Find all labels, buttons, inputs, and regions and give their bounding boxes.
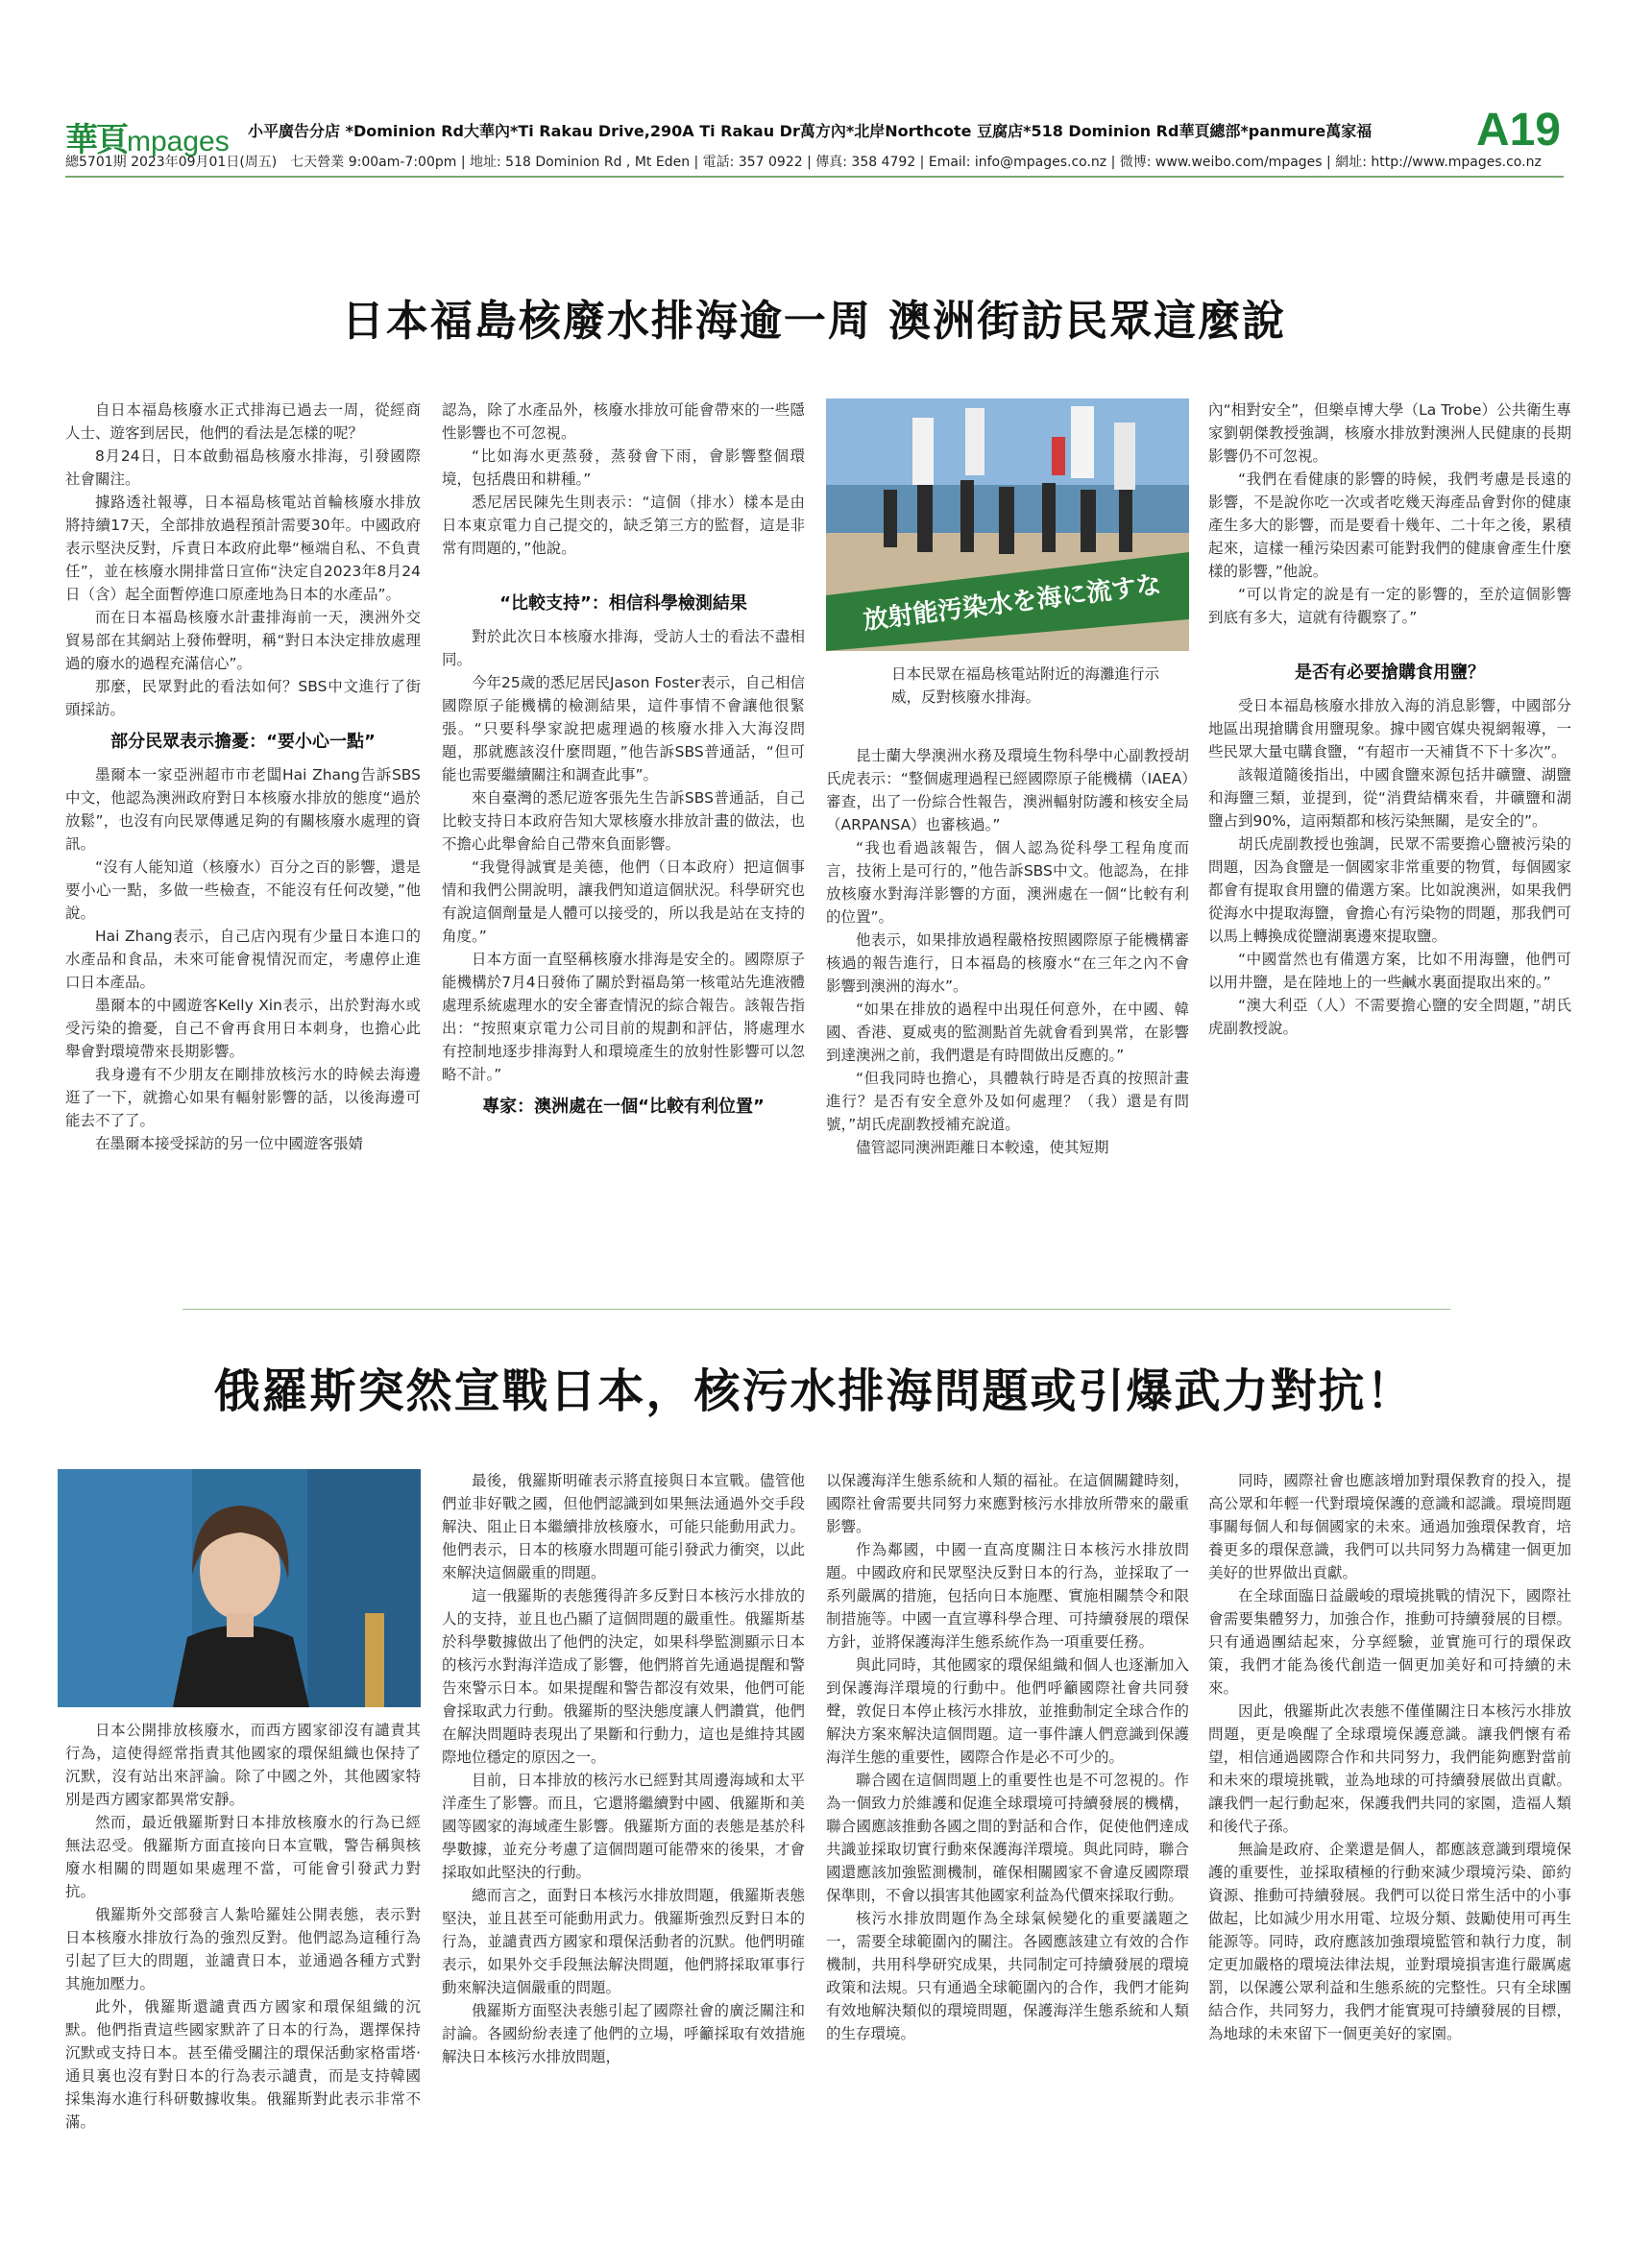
body-paragraph: 總而言之，面對日本核污水排放問題，俄羅斯表態堅決，並且甚至可能動用武力。俄羅斯強烈反對日本的行為，並譴責西方國家和環保活動者的沉默。他們明確表示，如果外交手段無法解決問題，他們將採取軍事行動來解決這個嚴重的問題。 xyxy=(442,1887,805,1996)
article2-headline: 俄羅斯突然宣戰日本，核污水排海問題或引爆武力對抗！ xyxy=(213,1364,1415,1418)
body-paragraph: 俄羅斯方面堅決表態引起了國際社會的廣泛關注和討論。各國紛紛表達了他們的立場，呼籲採取有效措施解決日本核污水排放問題， xyxy=(442,2002,805,2065)
body-paragraph: 目前，日本排放的核污水已經對其周邊海域和太平洋產生了影響。而且，它還將繼續對中國、俄羅斯和美國等國家的海域產生影響。俄羅斯方面的表態是基於科學數據，並充分考慮了這個問題可能帶來的後果，才會採取如此堅決的行動。 xyxy=(442,1772,805,1881)
body-paragraph: 作為鄰國，中國一直高度關注日本核污水排放問題。中國政府和民眾堅決反對日本的行為，並採取了一系列嚴厲的措施，包括向日本施壓、實施相關禁令和限制措施等。中國一直宣導科學合理、可持續發展的環保方針，並將保護海洋生態系統作為一項重要任務。 xyxy=(826,1541,1189,1651)
body-paragraph: 儘管認同澳洲距離日本較遠，使其短期 xyxy=(856,1139,1109,1156)
body-paragraph: 那麼，民眾對此的看法如何？SBS中文進行了街頭採訪。 xyxy=(65,678,421,718)
article1-col4 xyxy=(1208,398,1571,1040)
body-paragraph: 無論是政府、企業還是個人，都應該意識到環境保護的重要性，並採取積極的行動來減少環境污染、節約資源、推動可持續發展。我們可以從日常生活中的小事做起，比如減少用水用電、垃圾分類、鼓勵使用可再生能源等。同時，政府應該加強環境監管和執行力度，制定更加嚴格的環境法律法規，並對環境損害進行嚴厲處罰，以保護公眾利益和生態系統的完整性。只有全球團結合作，共同努力，我們才能實現可持續發展的目標，為地球的未來留下一個更美好的家園。 xyxy=(1208,1841,1571,2042)
body-paragraph: “沒有人能知道（核廢水）百分之百的影響，還是要小心一點，多做一些檢查，不能沒有任何改變，”他說。 xyxy=(65,858,421,922)
spokesperson-photo xyxy=(58,1469,421,1707)
article2-col4 xyxy=(1208,1469,1571,2045)
protest-photo xyxy=(826,398,1189,651)
section-subheading: 專家：澳洲處在一個“比較有利位置” xyxy=(482,1097,765,1117)
body-paragraph: “澳大利亞（人）不需要擔心鹽的安全問題，”胡氏虎副教授說。 xyxy=(1208,997,1571,1037)
body-paragraph: 這一俄羅斯的表態獲得許多反對日本核污水排放的人的支持，並且也凸顯了這個問題的嚴重性。俄羅斯基於科學數據做出了他們的決定，如果科學監測顯示日本的核污水對海洋造成了影響，他們將首先通過提醒和警告來警示日本。如果提醒和警告都沒有效果，他們可能會採取武力行動。俄羅斯的堅決態度讓人們讚賞，他們在解決問題時表現出了果斷和行動力，這也是維持其國際地位穩定的原因之一。 xyxy=(442,1587,805,1766)
body-paragraph: “如果在排放的過程中出現任何意外，在中國、韓國、香港、夏威夷的監測點首先就會看到異常，在影響到達澳洲之前，我們還是有時間做出反應的。” xyxy=(826,1001,1189,1064)
body-paragraph: 胡氏虎副教授也強調，民眾不需要擔心鹽被污染的問題，因為食鹽是一個國家非常重要的物質，每個國家都會有提取食用鹽的備選方案。比如說澳洲，如果我們從海水中提取海鹽，會擔心有污染物的問題，那我們可以馬上轉換成從鹽湖裏邊來提取鹽。 xyxy=(1208,835,1571,945)
article1-col3 xyxy=(826,744,1189,1159)
logo-text: mpages xyxy=(127,126,230,157)
article2-col1 xyxy=(65,1719,421,2134)
column-gap xyxy=(442,560,805,583)
body-paragraph: 核污水排放問題作為全球氣候變化的重要議題之一，需要全球範圍內的關注。各國應該建立有效的合作機制，共用科學研究成果，共同制定可持續發展的環境政策和法規。只有通過全球範圍內的合作，我們才能夠有效地解決類似的環境問題，保護海洋生態系統和人類的生存環境。 xyxy=(826,1910,1189,2042)
body-paragraph: 然而，最近俄羅斯對日本排放核廢水的行為已經無法忍受。俄羅斯方面直接向日本宣戰，警告稱與核廢水相關的問題如果處理不當，可能會引發武力對抗。 xyxy=(65,1814,421,1900)
body-paragraph: “但我同時也擔心，具體執行時是否真的按照計畫進行？是否有安全意外及如何處理？（我）還是有問號，”胡氏虎副教授補充說道。 xyxy=(826,1070,1189,1133)
body-paragraph: 自日本福島核廢水正式排海已過去一周，從經商人士、遊客到居民，他們的看法是怎樣的呢？ xyxy=(65,401,421,442)
body-paragraph: 與此同時，其他國家的環保組織和個人也逐漸加入到保護海洋環境的行動中。他們呼籲國際社會共同發聲，敦促日本停止核污水排放，並推動制定全球合作的解決方案來解決這個問題。這一事件讓人們意識到保護海洋生態的重要性，國際合作是必不可少的。 xyxy=(826,1656,1189,1766)
article2-col2 xyxy=(442,1469,805,2068)
body-paragraph: 今年25歲的悉尼居民Jason Foster表示，自己相信國際原子能機構的檢測結果，這件事情不會讓他很緊張。“只要科學家說把處理過的核廢水排入大海沒問題，那就應該沒什麼問題，”他告訴SBS普通話，“但可能也需要繼續關注和調查此事”。 xyxy=(442,674,805,784)
column-gap xyxy=(1208,629,1571,652)
body-paragraph: 此外，俄羅斯還譴責西方國家和環保組織的沉默。他們指責這些國家默許了日本的行為，選擇保持沉默或支持日本。甚至備受關注的環保活動家格雷塔·通貝裏也沒有對日本的行為表示譴責，而是支持韓國採集海水進行科研數據收集。俄羅斯對此表示非常不滿。 xyxy=(65,1998,421,2131)
body-paragraph: 墨爾本的中國遊客Kelly Xin表示，出於對海水或受污染的擔憂，自己不會再食用日本刺身，也擔心此舉會對環境帶來長期影響。 xyxy=(65,997,421,1060)
body-paragraph: 在墨爾本接受採訪的另一位中國遊客張婧 xyxy=(95,1135,364,1152)
header-rule xyxy=(65,176,1564,178)
body-paragraph: “我們在看健康的影響的時候，我們考慮是長遠的影響，不是說你吃一次或者吃幾天海產品會對你的健康產生多大的影響，而是要看十幾年、二十年之後，累積起來，這樣一種污染因素可能對我們的健康會產生什麼樣的影響，”他說。 xyxy=(1208,470,1571,580)
body-paragraph: 日本公開排放核廢水，而西方國家卻沒有譴責其行為，這使得經常指責其他國家的環保組織也保持了沉默，沒有站出來評論。除了中國之外，其他國家特別是西方國家都異常安靜。 xyxy=(65,1722,421,1808)
body-paragraph: 內“相對安全”，但樂卓博大學（La Trobe）公共衛生專家劉朝傑教授強調，核廢水排放對澳洲人民健康的長期影響仍不可忽視。 xyxy=(1208,401,1571,465)
body-paragraph: 在全球面臨日益嚴峻的環境挑戰的情況下，國際社會需要集體努力，加強合作，推動可持續發展的目標。只有通過團結起來，分享經驗，並實施可行的環保政策，我們才能為後代創造一個更加美好和可持續的未來。 xyxy=(1208,1587,1571,1697)
body-paragraph: “可以肯定的說是有一定的影響的，至於這個影響到底有多大，這就有待觀察了。” xyxy=(1208,586,1571,626)
body-paragraph: 而在日本福島核廢水計畫排海前一天，澳洲外交貿易部在其網站上發佈聲明，稱“對日本決定排放處理過的廢水的過程充滿信心”。 xyxy=(65,609,421,672)
article1-headline: 日本福島核廢水排海逾一周 澳洲街訪民眾這麼說 xyxy=(341,297,1287,346)
body-paragraph: 他表示，如果排放過程嚴格按照國際原子能機構審核過的報告進行，日本福島的核廢水“在三年之內不會影響到澳洲的海水”。 xyxy=(826,931,1189,995)
section-subheading: 是否有必要搶購食用鹽？ xyxy=(1295,663,1485,683)
protest-photo-drawing xyxy=(826,398,1189,651)
body-paragraph: 我身邊有不少朋友在剛排放核污水的時候去海邊逛了一下，就擔心如果有輻射影響的話，以後海邊可能去不了了。 xyxy=(65,1066,421,1129)
article2-col3 xyxy=(826,1469,1189,2045)
article1-col1 xyxy=(65,398,421,1155)
body-paragraph: 因此，俄羅斯此次表態不僅僅關注日本核污水排放問題，更是喚醒了全球環境保護意識。讓我們懷有希望，相信通過國際合作和共同努力，我們能夠應對當前和未來的環境挑戰，並為地球的可持續發展做出貢獻。讓我們一起行動起來，保護我們共同的家園，造福人類和後代子孫。 xyxy=(1208,1702,1571,1835)
body-paragraph: 聯合國在這個問題上的重要性也是不可忽視的。作為一個致力於維護和促進全球環境可持續發展的機構，聯合國應該推動各國之間的對話和合作，促使他們達成共識並採取切實行動來保護海洋環境。與此同時，聯合國還應該加強監測機制，確保相關國家不會違反國際環保準則，不會以損害其他國家利益為代價來採取行動。 xyxy=(826,1772,1189,1904)
section-subheading: “比較支持”：相信科學檢測結果 xyxy=(499,593,747,614)
body-paragraph: 同時，國際社會也應該增加對環保教育的投入，提高公眾和年輕一代對環境保護的意識和認識。環境問題事關每個人和每個國家的未來。通過加強環保教育，培養更多的環保意識，我們可以共同努力為構建一個更加美好的世界做出貢獻。 xyxy=(1208,1472,1571,1581)
article1-col2 xyxy=(442,398,805,1128)
body-paragraph: 俄羅斯外交部發言人紮哈羅娃公開表態，表示對日本核廢水排放行為的強烈反對。他們認為這種行為引起了巨大的問題，並譴責日本，並通過各種方式對其施加壓力。 xyxy=(65,1906,421,1992)
body-paragraph: 最後，俄羅斯明確表示將直接與日本宣戰。儘管他們並非好戰之國，但他們認識到如果無法通過外交手段解決、阻止日本繼續排放核廢水，可能只能動用武力。他們表示，日本的核廢水問題可能引發武力衝突，以此來解決這個嚴重的問題。 xyxy=(442,1472,805,1581)
body-paragraph: 認為，除了水產品外，核廢水排放可能會帶來的一些隱性影響也不可忽視。 xyxy=(442,401,805,442)
body-paragraph: “我覺得誠實是美德，他們（日本政府）把這個事情和我們公開說明，讓我們知道這個狀況。科學研究也有說這個劑量是人體可以接受的，所以我是站在支持的角度。” xyxy=(442,858,805,945)
spokesperson-photo-drawing xyxy=(58,1469,421,1707)
body-paragraph: 來自臺灣的悉尼遊客張先生告訴SBS普通話，自己比較支持日本政府告知大眾核廢水排放計畫的做法，也不擔心此舉會給自己帶來負面影響。 xyxy=(442,789,805,853)
body-paragraph: 8月24日，日本啟動福島核廢水排海，引發國際社會關注。 xyxy=(65,447,421,488)
body-paragraph: “中國當然也有備選方案，比如不用海鹽，他們可以用井鹽，是在陸地上的一些鹹水裏面提取出來的。” xyxy=(1208,951,1571,991)
body-paragraph: 悉尼居民陳先生則表示：“這個（排水）樣本是由日本東京電力自己提交的，缺乏第三方的監督，這是非常有問題的，”他說。 xyxy=(442,494,805,557)
body-paragraph: “我也看過該報告，個人認為從科學工程角度而言，技術上是可行的，”他告訴SBS中文。他認為，在排放核廢水對海洋影響的方面，澳洲處在一個“比較有利的位置”。 xyxy=(826,839,1189,926)
body-paragraph: Hai Zhang表示，自己店內現有少量日本進口的水產品和食品，未來可能會視情況而定，考慮停止進口日本產品。 xyxy=(65,928,421,991)
body-paragraph: 昆士蘭大學澳洲水務及環境生物科學中心副教授胡氏虎表示：“整個處理過程已經國際原子能機構（IAEA）審查，出了一份綜合性報告，澳洲輻射防護和核安全局（ARPANSA）也審核過。” xyxy=(826,747,1189,833)
body-paragraph: 該報道隨後指出，中國食鹽來源包括井礦鹽、湖鹽和海鹽三類，並提到，從“消費結構來看，井礦鹽和湖鹽占到90%，這兩類都和核污染無關，是安全的”。 xyxy=(1208,766,1571,830)
banner-text: 放射能汚染水を海に流すな xyxy=(862,570,1163,636)
body-paragraph: 受日本福島核廢水排放入海的消息影響，中國部分地區出現搶購食用鹽現象。據中國官媒央視網報導，一些民眾大量屯購食鹽，“有超市一天補貨不下十多次”。 xyxy=(1208,697,1571,760)
body-paragraph: 日本方面一直堅稱核廢水排海是安全的。國際原子能機構於7月4日發佈了關於對福島第一核電站先進液體處理系統處理水的安全審查情況的綜合報告。該報告指出：“按照東京電力公司目前的規劃和評估，將處理水有控制地逐步排海對人和環境產生的放射性影響可以忽略不計。” xyxy=(442,951,805,1083)
body-paragraph: 以保護海洋生態系統和人類的福祉。在這個關鍵時刻，國際社會需要共同努力來應對核污水排放所帶來的嚴重影響。 xyxy=(826,1472,1189,1535)
branch-list: 小平廣告分店 *Dominion Rd大華內*Ti Rakau Drive,290A Ti Rakau Dr萬方內*北岸Northcote 豆腐店*518 Dominion Rd華頁總部*panmure萬家福 xyxy=(248,122,1373,140)
protest-photo-caption: 日本民眾在福島核電站附近的海灘進行示威，反對核廢水排海。 xyxy=(891,665,1160,706)
issue-info-line: 總5701期 2023年09月01日(周五) 七天營業 9:00am-7:00pm | 地址: 518 Dominion Rd , Mt Eden | 電話: 357 0922 | 傳真: 358 4792 | Email: info@mpages.co.nz | 微博: www.weibo.com/mpages | 網址: http://www.mpages.co.nz xyxy=(65,155,1542,170)
body-paragraph: 墨爾本一家亞洲超市市老闆Hai Zhang告訴SBS中文，他認為澳洲政府對日本核廢水排放的態度“過於放鬆”，也沒有向民眾傳遞足夠的有關核廢水處理的資訊。 xyxy=(65,766,421,853)
body-paragraph: 據路透社報導，日本福島核電站首輪核廢水排放將持續17天，全部排放過程預計需要30年。中國政府表示堅決反對，斥責日本政府此舉“極端自私、不負責任”，並在核廢水開排當日宣佈“決定自2023年8月24日（含）起全面暫停進口原產地為日本的水產品”。 xyxy=(65,494,421,603)
page-number: A19 xyxy=(1475,105,1561,156)
body-paragraph: “比如海水更蒸發，蒸發會下雨，會影響整個環境，包括農田和耕種。” xyxy=(442,447,805,488)
body-paragraph: 對於此次日本核廢水排海，受訪人士的看法不盡相同。 xyxy=(442,628,805,668)
article-separator xyxy=(182,1309,1450,1310)
section-subheading: 部分民眾表示擔憂：“要小心一點” xyxy=(110,732,376,752)
logo-mark: 華頁 xyxy=(65,121,127,159)
